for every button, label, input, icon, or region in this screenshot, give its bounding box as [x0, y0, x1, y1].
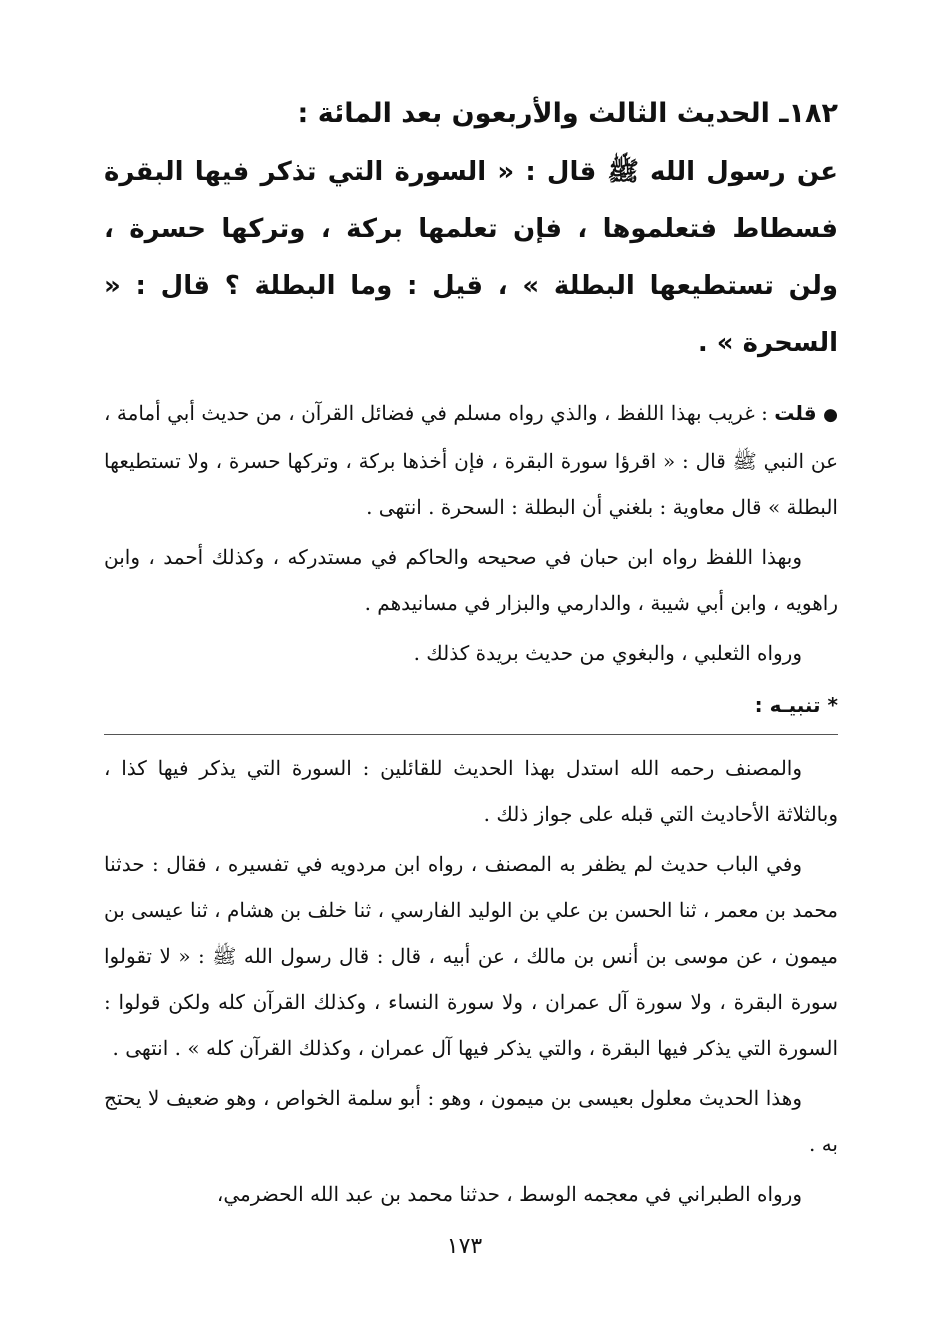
commentary-paragraph-2: وبهذا اللفظ رواه ابن حبان في صحيحه والحاكم في مستدركه ، وكذلك أحمد ، وابن راهويه ، وابن أبي شيبة ، والدارمي والبزار في مسانيدهم . — [104, 545, 838, 615]
page-body — [104, 92, 838, 1221]
note-paragraph-1: والمصنف رحمه الله استدل بهذا الحديث للقائلين : السورة التي يذكر فيها كذا ، وبالثلاثة الأحاديث التي قبله على جواز ذلك . — [104, 756, 838, 826]
note-heading: * تنبيـه : — [754, 693, 838, 717]
page-number: ١٧٣ — [446, 1234, 483, 1259]
note-paragraph-4: ورواه الطبراني في معجمه الوسط ، حدثنا محمد بن عبد الله الحضرمي، — [216, 1182, 802, 1206]
note-paragraph-3: وهذا الحديث معلول بعيسى بن ميمون ، وهو : أبو سلمة الخواص ، وهو ضعيف لا يحتج به . — [104, 1086, 838, 1156]
qultu-label: قلت — [774, 401, 817, 425]
commentary-paragraph-3: ورواه الثعلبي ، والبغوي من حديث بريدة كذلك . — [413, 641, 802, 665]
note-divider — [104, 734, 838, 735]
bullet-icon: ● — [823, 405, 838, 425]
note-paragraph-2: وفي الباب حديث لم يظفر به المصنف ، رواه ابن مردويه في تفسيره ، فقال : حدثنا محمد بن معمر ، ثنا الحسن بن علي بن الوليد الفارسي ، ثنا خلف بن هشام ، ثنا عيسى بن ميمون ، عن موسى بن أنس بن مالك ، عن أبيه ، قال : قال رسول الله ﷺ : « لا تقولوا سورة البقرة ، ولا سورة آل عمران ، ولا سورة النساء ، وكذلك القرآن كله ولكن قولوا : السورة التي يذكر فيها البقرة ، والتي يذكر فيها آل عمران ، وكذلك القرآن كله » . انتهى . — [104, 852, 839, 1060]
commentary-paragraph-1 — [104, 390, 838, 530]
qultu-text: : غريب بهذا اللفظ ، والذي رواه مسلم في فضائل القرآن ، من حديث أبي أمامة ، عن النبي ﷺ قال : « اقرؤا سورة البقرة ، فإن أخذها بركة ، وتركها حسرة ، ولا تستطيعها البطلة » قال معاوية : بلغني أن البطلة : السحرة . انتهى . — [104, 401, 838, 519]
hadith-text: عن رسول الله ﷺ قال : « السورة التي تذكر فيها البقرة فسطاط فتعلموها ، فإن تعلمها بركة ، وتركها حسرة ، ولن تستطيعها البطلة » ، قيل : وما البطلة ؟ قال : « السحرة » . — [104, 157, 838, 358]
hadith-heading: ١٨٢ـ الحديث الثالث والأربعون بعد المائة : — [297, 98, 838, 129]
